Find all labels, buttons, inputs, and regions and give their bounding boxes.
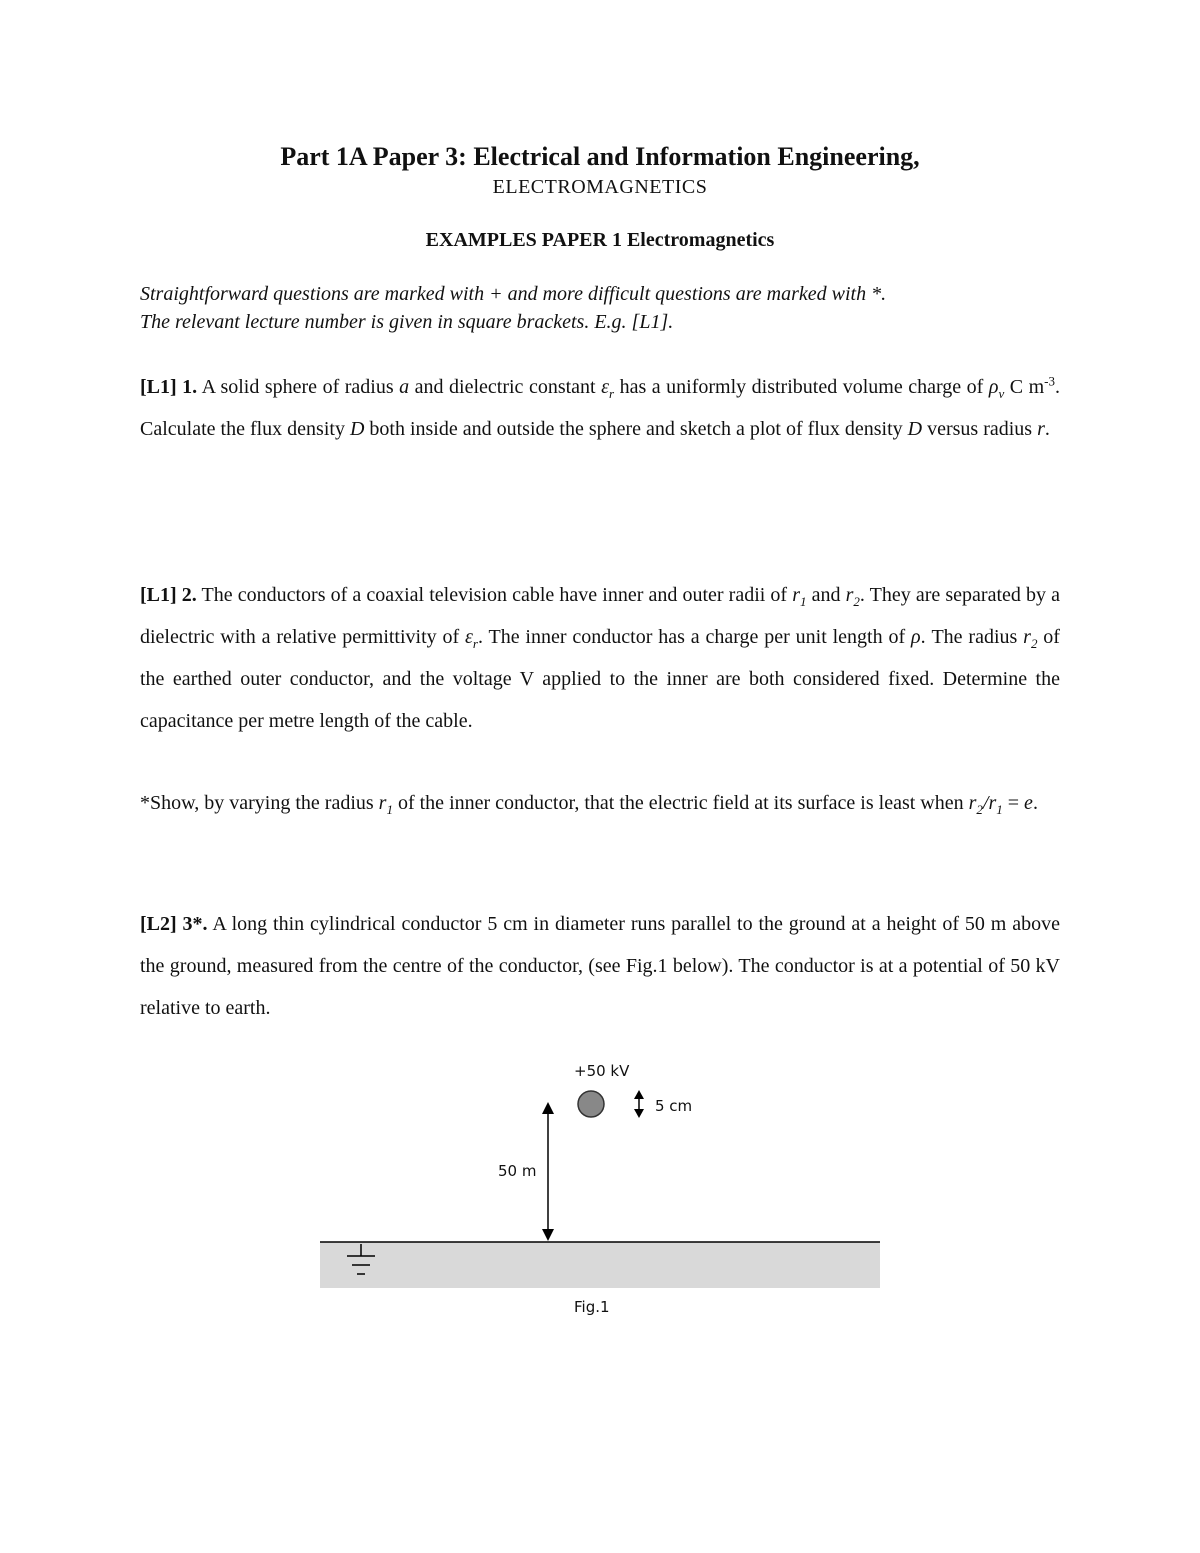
q1-var-r: r [1037, 418, 1045, 440]
q1-sub-r: r [609, 386, 615, 401]
q1-text: . [1044, 418, 1050, 440]
q2b-var-r: r [968, 792, 977, 814]
q2-sub: 1 [800, 594, 807, 609]
q2b-var-e: e [1024, 792, 1033, 814]
q2-var-rho: ρ [911, 626, 921, 648]
q2-sub: 2 [853, 594, 860, 609]
q2-sub: r [472, 636, 478, 651]
q1-text: and dielectric constant [409, 376, 602, 398]
q1-sub-v: v [998, 386, 1005, 401]
q2b-text: of the inner conductor, that the electric field at its surface is least when [392, 792, 969, 814]
intro-line-2: The relevant lecture number is given in square brackets. E.g. [L1]. [140, 311, 674, 333]
q1-var-d: D [907, 418, 923, 440]
diameter-label: 5 cm [655, 1097, 693, 1115]
q2b-sub: 1 [996, 802, 1003, 817]
question-2-tag: [L1] 2. [140, 584, 197, 606]
q1-text: has a uniformly distributed volume charge of [614, 376, 989, 398]
q2b-text: . [1032, 792, 1038, 814]
diameter-arrow [634, 1090, 644, 1118]
conductor-circle [578, 1091, 604, 1117]
q2-var-r: r [845, 584, 854, 606]
q1-var-rho: ρ [988, 376, 999, 398]
q2b-text: = [1002, 792, 1025, 814]
q2-var-epsilon: ε [465, 626, 473, 648]
q1-text: both inside and outside the sphere and sketch a plot of flux density [364, 418, 908, 440]
q1-sup: -3 [1044, 373, 1056, 389]
q2-var-r: r [792, 584, 800, 606]
q2b-var-r: /r [982, 792, 997, 814]
intro-line-1: Straightforward questions are marked with + and more difficult questions are marked with *. [140, 283, 887, 305]
height-arrow [542, 1102, 554, 1241]
voltage-label: +50 kV [574, 1062, 630, 1080]
q2-text: and [806, 584, 846, 606]
page-title: Part 1A Paper 3: Electrical and Information Engineering, [280, 142, 920, 171]
q2-text: . They are separated by a dielectric with a relative permittivity of [140, 584, 1060, 648]
height-label: 50 m [498, 1162, 537, 1180]
q2b-var-r: r [378, 792, 387, 814]
question-1-tag: [L1] 1. [140, 376, 198, 398]
ground-area [320, 1242, 880, 1288]
q2-text: of the earthed outer conductor, and the voltage V applied to the inner are both considered fixed. Determine the capacitance per metre length of the cable. [140, 626, 1060, 732]
q2-text: . The inner conductor has a charge per unit length of [477, 626, 911, 648]
q3-text: A long thin cylindrical conductor 5 cm in diameter runs parallel to the ground at a height of 50 m above the ground, measured from the centre of the conductor, (see Fig.1 below). The conductor is at a potential of 50 kV relative to earth. [140, 913, 1060, 1019]
q1-var-a: a [399, 376, 410, 398]
q2b-sub: 2 [976, 802, 983, 817]
question-3-tag: [L2] 3*. [140, 913, 208, 935]
q1-text: C m [1004, 376, 1045, 398]
q2-var-r: r [1023, 626, 1031, 648]
q1-text: versus radius [922, 418, 1038, 440]
q1-text: . Calculate the flux density [140, 376, 1061, 440]
examples-paper-heading: EXAMPLES PAPER 1 Electromagnetics [425, 229, 775, 251]
figure-caption: Fig.1 [574, 1298, 610, 1316]
q2b-sub: 1 [386, 802, 393, 817]
q2-text: The conductors of a coaxial television cable have inner and outer radii of [196, 584, 793, 606]
q2-sub: 2 [1030, 636, 1038, 651]
q2b-text: *Show, by varying the radius [140, 792, 379, 814]
page-subtitle: ELECTROMAGNETICS [492, 176, 708, 198]
q1-var-d: D [349, 418, 365, 440]
q1-text: A solid sphere of radius [197, 376, 400, 398]
q2-text: . The radius [920, 626, 1024, 648]
q1-var-epsilon: ε [601, 376, 610, 398]
